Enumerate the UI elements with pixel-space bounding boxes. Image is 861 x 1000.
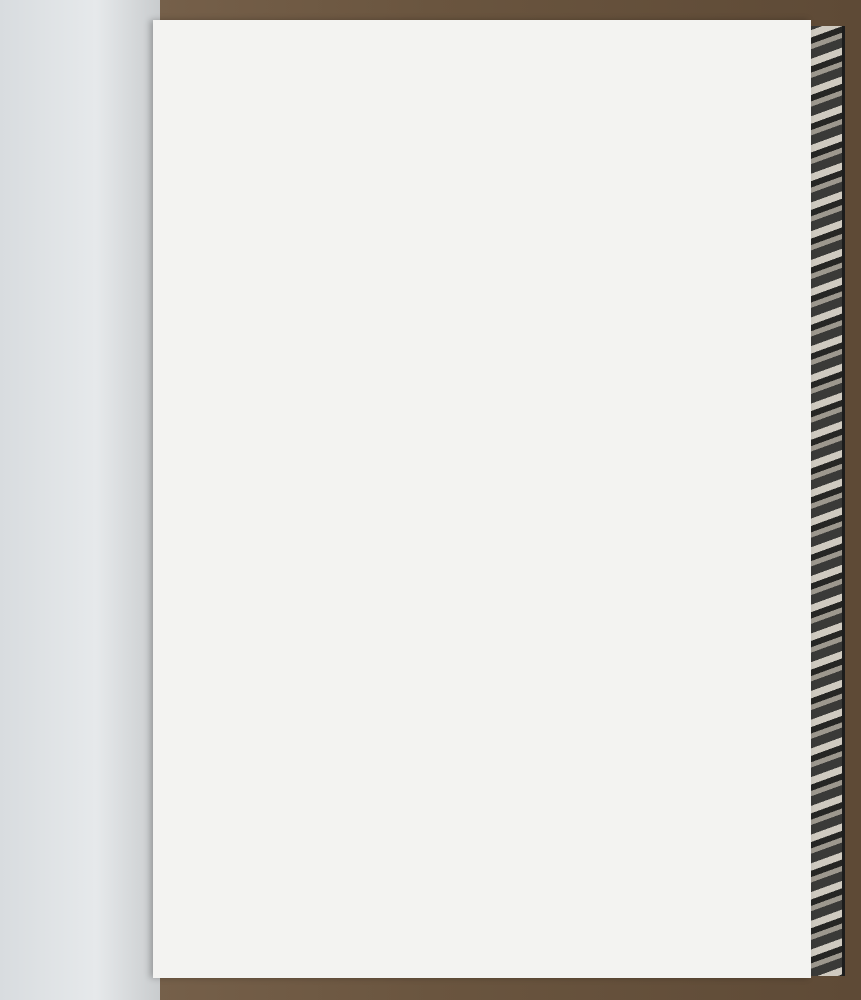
book-page [153,20,811,978]
left-facing-page [0,0,160,1000]
